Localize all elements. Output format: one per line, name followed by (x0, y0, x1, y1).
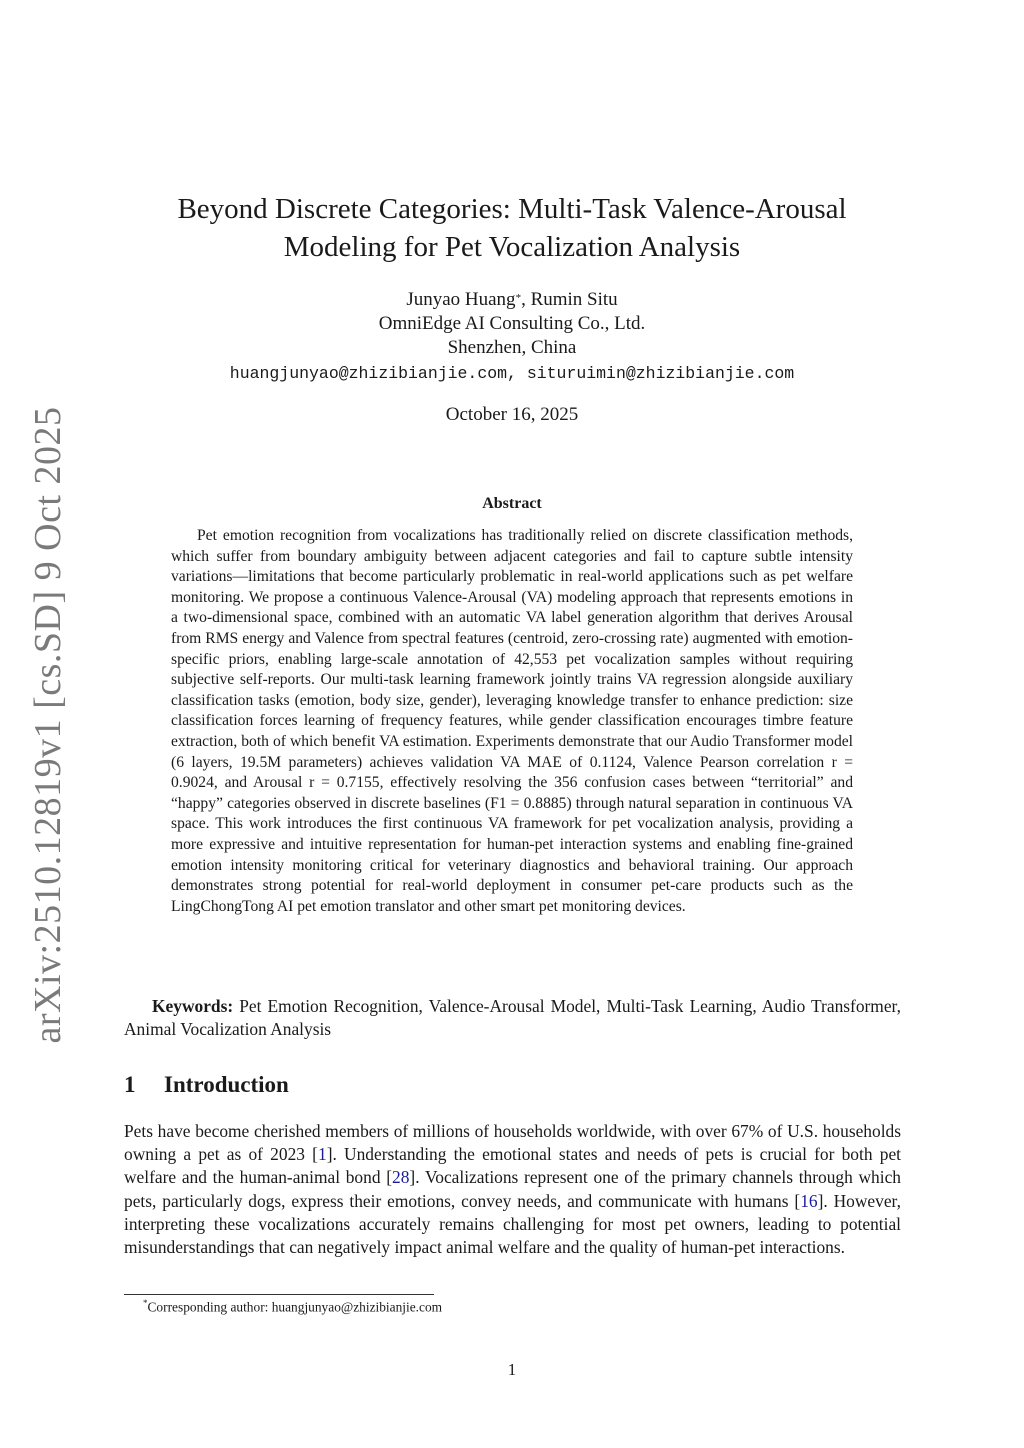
citation-link[interactable]: 28 (392, 1167, 410, 1188)
author-footnote-mark: * (515, 292, 522, 304)
title-line-2: Modeling for Pet Vocalization Analysis (283, 231, 741, 263)
footnote-text: Corresponding author: huangjunyao@zhizibianjie.com (147, 1299, 443, 1315)
keywords (124, 995, 901, 1041)
abstract-heading: Abstract (482, 495, 542, 512)
intro-text-part: ]. Vocalizations represent one of the primary channels through which pets, particularly dogs, express their emotions, convey needs, and communicate with humans [ (124, 1167, 902, 1211)
author-emails: huangjunyao@zhizibianjie.com, situruimin@zhizibianjie.com (229, 364, 795, 383)
citation-link[interactable]: 16 (800, 1190, 818, 1211)
section-title: Introduction (164, 1072, 289, 1097)
footnote-rule (124, 1294, 434, 1295)
intro-text-part: ]. However, interpreting these vocalizations accurately remains challenging for most pet owners, leading to potential misunderstandings that can negatively impact animal welfare and the quality of human-pet interactions. (124, 1190, 902, 1258)
intro-text-part: Pets have become cherished members of millions of households worldwide, with over 67% of U.S. households owning a pet as of 2023 [ (124, 1121, 901, 1165)
title-line-1: Beyond Discrete Categories: Multi-Task Valence-Arousal (177, 193, 847, 225)
author-rest: , Rumin Situ (521, 289, 618, 310)
citation-link[interactable]: 1 (317, 1144, 327, 1165)
author-names (120, 288, 904, 312)
arxiv-identifier-text: arXiv:2510.12819v1 [cs.SD] 9 Oct 2025 (27, 406, 69, 1044)
author-location: Shenzhen, China (447, 337, 577, 358)
keywords-text: Pet Emotion Recognition, Valence-Arousal Model, Multi-Task Learning, Audio Transformer, Animal Vocalization Analysis (124, 996, 901, 1039)
introduction-paragraph (124, 1120, 901, 1259)
footnote (143, 1298, 442, 1315)
publication-date: October 16, 2025 (445, 404, 579, 425)
author-first: Junyao Huang (406, 289, 516, 310)
section-number: 1 (124, 1072, 136, 1097)
abstract-text: Pet emotion recognition from vocalizations has traditionally relied on discrete classification methods, which suffer from boundary ambiguity between adjacent categories and fail to capture subtle intensity variations—limitations that become particularly problematic in real-world applications such as pet welfare monitoring. We propose a continuous Valence-Arousal (VA) modeling approach that represents emotions in a two-dimensional space, combined with an automatic VA label generation algorithm that derives Arousal from RMS energy and Valence from spectral features (centroid, zero-crossing rate) augmented with emotion-specific priors, enabling large-scale annotation of 42,553 pet vocalization samples without requiring subjective self-reports. Our multi-task learning framework jointly trains VA regression alongside auxiliary classification tasks (emotion, body size, gender), leveraging knowledge transfer to enhance prediction: size classification forces learning of frequency features, while gender classification encourages timbre feature extraction, both of which benefit VA estimation. Experiments demonstrate that our Audio Transformer model (6 layers, 19.5M parameters) achieves validation VA MAE of 0.1124, Valence Pearson correlation r = 0.9024, and Arousal r = 0.7155, effectively resolving the 356 confusion cases between “territorial” and “happy” categories observed in discrete baselines (F1 = 0.8885) through natural separation in continuous VA space. This work introduces the first continuous VA framework for pet vocalization analysis, providing a more expressive and intuitive representation for human-pet interaction systems and enabling fine-grained emotion intensity monitoring critical for veterinary diagnostics and behavioral training. Our approach demonstrates strong potential for real-world deployment in consumer pet-care products such as the LingChongTong AI pet emotion translator and other smart pet monitoring devices. (171, 527, 853, 915)
footnote-mark: * (143, 1298, 148, 1308)
intro-text-part: ]. Understanding the emotional states and needs of pets is crucial for both pet welfare and the human-animal bond [ (124, 1144, 901, 1188)
keywords-label: Keywords: (152, 996, 234, 1016)
page-number: 1 (507, 1360, 517, 1379)
author-affiliation: OmniEdge AI Consulting Co., Ltd. (378, 313, 646, 334)
paper-title (120, 190, 904, 266)
section-heading-introduction (124, 1072, 289, 1098)
